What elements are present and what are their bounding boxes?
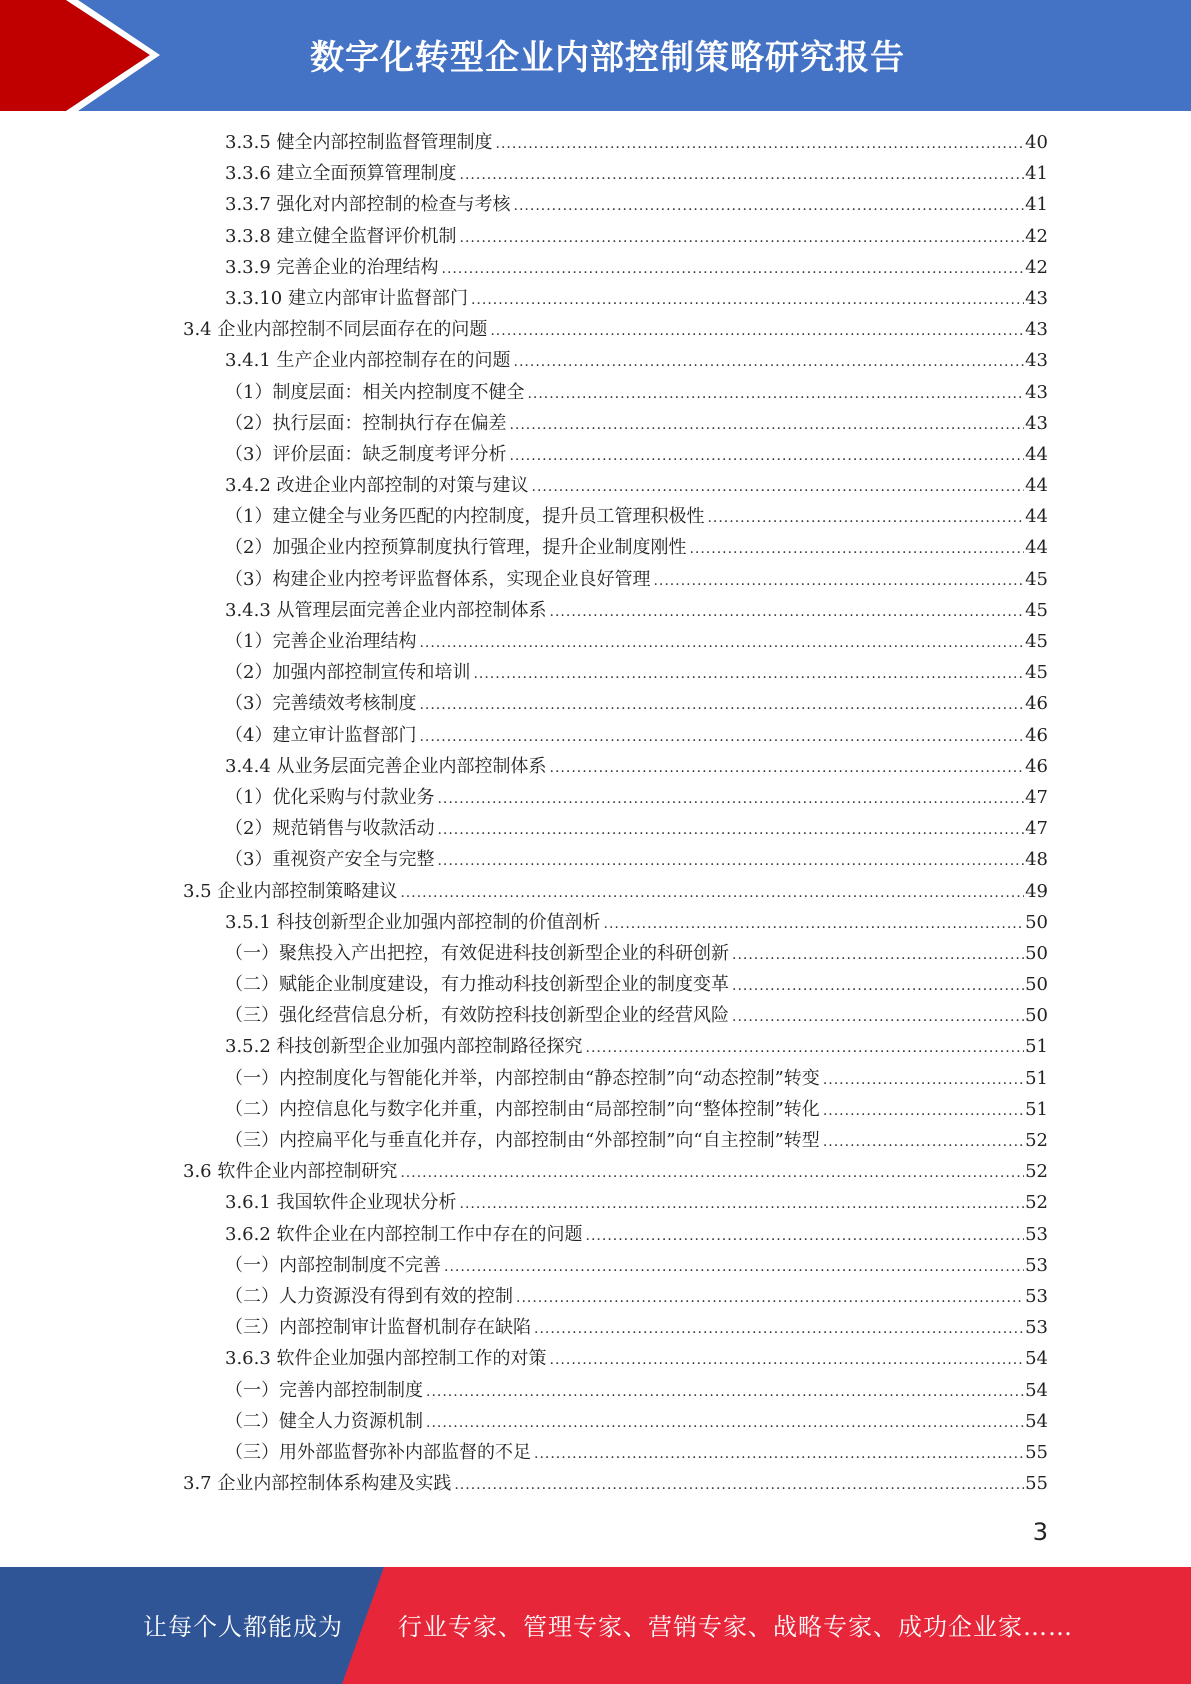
toc-dot-leader: [437, 846, 1024, 877]
toc-entry-page: 44: [1025, 537, 1048, 559]
toc-entry-title: （三）用外部监督弥补内部监督的不足: [225, 1441, 531, 1463]
toc-entry[interactable]: [0, 532, 1191, 563]
toc-entry[interactable]: [0, 1281, 1191, 1312]
toc-entry-title: 3.4.2 改进企业内部控制的对策与建议: [225, 475, 529, 497]
toc-entry-page: 48: [1025, 849, 1048, 871]
toc-entry[interactable]: [0, 969, 1191, 1000]
toc-entry-page: 53: [1025, 1317, 1048, 1339]
toc-entry[interactable]: [0, 688, 1191, 719]
toc-entry-title: （一）内部控制制度不完善: [225, 1254, 441, 1276]
toc-dot-leader: [437, 784, 1024, 815]
toc-dot-leader: [426, 1408, 1024, 1439]
toc-entry-title: （3）评价层面：缺乏制度考评分析: [225, 443, 507, 465]
toc-dot-leader: [516, 1283, 1024, 1314]
toc-entry-page: 53: [1025, 1223, 1048, 1245]
toc-entry[interactable]: [0, 501, 1191, 532]
toc-entry-title: （三）强化经营信息分析，有效防控科技创新型企业的经营风险: [225, 1005, 729, 1027]
toc-entry[interactable]: [0, 377, 1191, 408]
toc-entry-page: 50: [1025, 911, 1048, 933]
toc-entry-page: 46: [1025, 755, 1048, 777]
toc-entry[interactable]: [0, 158, 1191, 189]
toc-entry-title: 3.6.1 我国软件企业现状分析: [225, 1192, 457, 1214]
toc-entry[interactable]: [0, 1437, 1191, 1468]
toc-entry-title: 3.3.10 建立内部审计监督部门: [225, 287, 468, 309]
toc-entry-title: （一）内控制度化与智能化并举，内部控制由“静态控制”向“动态控制”转变: [225, 1067, 820, 1089]
page-number: 3: [1032, 1518, 1048, 1546]
toc-dot-leader: [419, 628, 1024, 659]
toc-entry[interactable]: [0, 1312, 1191, 1343]
toc-entry-title: 3.7 企业内部控制体系构建及实践: [183, 1473, 452, 1495]
toc-dot-leader: [400, 1158, 1024, 1189]
toc-entry-title: 3.6 软件企业内部控制研究: [183, 1161, 398, 1183]
toc-dot-leader: [444, 1252, 1024, 1283]
toc-entry-page: 42: [1025, 225, 1048, 247]
toc-dot-leader: [732, 971, 1024, 1002]
toc-entry-page: 46: [1025, 693, 1048, 715]
footer-slogan-right: 行业专家、管理专家、营销专家、战略专家、成功企业家……: [398, 1613, 1073, 1641]
toc-entry[interactable]: [0, 345, 1191, 376]
toc-dot-leader: [509, 441, 1024, 472]
toc-entry[interactable]: [0, 626, 1191, 657]
toc-dot-leader: [732, 1002, 1024, 1033]
toc-entry[interactable]: [0, 1250, 1191, 1281]
toc-entry[interactable]: [0, 314, 1191, 345]
toc-entry-title: 3.3.7 强化对内部控制的检查与考核: [225, 194, 511, 216]
toc-entry[interactable]: [0, 1375, 1191, 1406]
toc-dot-leader: [732, 940, 1024, 971]
toc-dot-leader: [419, 722, 1024, 753]
toc-entry-page: 52: [1025, 1161, 1048, 1183]
footer-slogan-left: 让每个人都能成为: [143, 1613, 343, 1641]
toc-entry-page: 50: [1025, 942, 1048, 964]
toc-entry-title: 3.5.1 科技创新型企业加强内部控制的价值剖析: [225, 911, 601, 933]
toc-entry[interactable]: [0, 1406, 1191, 1437]
toc-entry-page: 51: [1025, 1067, 1048, 1089]
toc-dot-leader: [460, 160, 1025, 191]
toc-entry-page: 49: [1025, 880, 1048, 902]
toc-entry[interactable]: [0, 876, 1191, 907]
toc-entry-title: （一）聚焦投入产出把控，有效促进科技创新型企业的科研创新: [225, 942, 729, 964]
toc-dot-leader: [473, 659, 1024, 690]
toc-dot-leader: [653, 566, 1024, 597]
toc-entry[interactable]: [0, 564, 1191, 595]
toc-entry[interactable]: [0, 1000, 1191, 1031]
toc-entry[interactable]: [0, 657, 1191, 688]
toc-entry-page: 50: [1025, 1005, 1048, 1027]
toc-dot-leader: [426, 1377, 1024, 1408]
toc-dot-leader: [550, 753, 1025, 784]
toc-entry-page: 51: [1025, 1098, 1048, 1120]
toc-entry[interactable]: [0, 1468, 1191, 1499]
toc-entry-page: 55: [1025, 1473, 1048, 1495]
toc-entry-page: 41: [1025, 194, 1048, 216]
toc-dot-leader: [471, 285, 1024, 316]
toc-dot-leader: [550, 1345, 1025, 1376]
toc-entry[interactable]: [0, 938, 1191, 969]
toc-entry-title: （3）重视资产安全与完整: [225, 849, 435, 871]
toc-entry-page: 43: [1025, 287, 1048, 309]
toc-entry-page: 43: [1025, 350, 1048, 372]
toc-entry[interactable]: [0, 439, 1191, 470]
toc-entry-title: （2）加强内部控制宣传和培训: [225, 662, 471, 684]
toc-entry-page: 46: [1025, 724, 1048, 746]
table-of-contents: [0, 127, 1191, 1499]
toc-entry-page: 47: [1025, 786, 1048, 808]
header-title: 数字化转型企业内部控制策略研究报告: [310, 38, 905, 78]
toc-entry-page: 44: [1025, 443, 1048, 465]
toc-dot-leader: [604, 909, 1025, 940]
toc-entry[interactable]: [0, 1094, 1191, 1125]
toc-dot-leader: [460, 1189, 1025, 1220]
toc-dot-leader: [460, 223, 1025, 254]
toc-entry-page: 43: [1025, 412, 1048, 434]
toc-entry-title: 3.4.3 从管理层面完善企业内部控制体系: [225, 599, 547, 621]
toc-entry-title: （2）规范销售与收款活动: [225, 818, 435, 840]
toc-dot-leader: [400, 878, 1024, 909]
toc-entry[interactable]: [0, 595, 1191, 626]
toc-entry[interactable]: [0, 189, 1191, 220]
toc-dot-leader: [509, 410, 1024, 441]
toc-entry[interactable]: [0, 470, 1191, 501]
toc-entry-page: 55: [1025, 1441, 1048, 1463]
toc-entry-page: 42: [1025, 256, 1048, 278]
toc-entry-title: 3.4.4 从业务层面完善企业内部控制体系: [225, 755, 547, 777]
toc-entry-page: 45: [1025, 599, 1048, 621]
toc-entry-page: 51: [1025, 1036, 1048, 1058]
toc-dot-leader: [586, 1033, 1025, 1064]
toc-dot-leader: [454, 1470, 1024, 1501]
toc-dot-leader: [496, 129, 1025, 160]
toc-dot-leader: [514, 347, 1025, 378]
toc-entry-title: 3.3.8 建立健全监督评价机制: [225, 225, 457, 247]
toc-entry-title: 3.6.2 软件企业在内部控制工作中存在的问题: [225, 1223, 583, 1245]
toc-entry-page: 44: [1025, 506, 1048, 528]
toc-entry-page: 47: [1025, 818, 1048, 840]
toc-entry[interactable]: [0, 813, 1191, 844]
toc-entry-page: 54: [1025, 1379, 1048, 1401]
toc-entry-title: （4）建立审计监督部门: [225, 724, 417, 746]
toc-entry-page: 52: [1025, 1192, 1048, 1214]
toc-entry-title: （2）加强企业内控预算制度执行管理，提升企业制度刚性: [225, 537, 687, 559]
toc-entry[interactable]: [0, 1063, 1191, 1094]
toc-entry-title: （1）建立健全与业务匹配的内控制度，提升员工管理积极性: [225, 506, 705, 528]
toc-dot-leader: [586, 1221, 1025, 1252]
page-header: [0, 0, 1191, 111]
toc-entry-page: 45: [1025, 662, 1048, 684]
toc-entry[interactable]: [0, 1156, 1191, 1187]
toc-entry[interactable]: [0, 252, 1191, 283]
toc-dot-leader: [534, 1439, 1024, 1470]
toc-entry-title: 3.5.2 科技创新型企业加强内部控制路径探究: [225, 1036, 583, 1058]
toc-entry-title: 3.4 企业内部控制不同层面存在的问题: [183, 319, 488, 341]
toc-dot-leader: [823, 1065, 1024, 1096]
toc-entry[interactable]: [0, 1219, 1191, 1250]
toc-entry-title: （二）人力资源没有得到有效的控制: [225, 1285, 513, 1307]
toc-entry-page: 52: [1025, 1130, 1048, 1151]
toc-entry-title: 3.6.3 软件企业加强内部控制工作的对策: [225, 1348, 547, 1370]
toc-entry-title: （三）内控扁平化与垂直化并存，内部控制由“外部控制”向“自主控制”转型: [225, 1130, 820, 1151]
toc-entry[interactable]: [0, 127, 1191, 158]
toc-entry-title: （1）优化采购与付款业务: [225, 786, 435, 808]
toc-entry-title: （一）完善内部控制制度: [225, 1379, 423, 1401]
toc-dot-leader: [527, 379, 1024, 410]
toc-dot-leader: [514, 191, 1025, 222]
toc-entry-title: 3.3.9 完善企业的治理结构: [225, 256, 439, 278]
toc-dot-leader: [532, 472, 1025, 503]
toc-dot-leader: [442, 254, 1025, 285]
toc-entry-page: 53: [1025, 1254, 1048, 1276]
toc-entry-title: （二）赋能企业制度建设，有力推动科技创新型企业的制度变革: [225, 974, 729, 996]
toc-entry-title: （1）完善企业治理结构: [225, 631, 417, 652]
toc-entry[interactable]: [0, 1031, 1191, 1062]
toc-entry[interactable]: [0, 1125, 1191, 1156]
toc-entry[interactable]: [0, 907, 1191, 938]
toc-entry[interactable]: [0, 1187, 1191, 1218]
toc-dot-leader: [689, 534, 1024, 565]
toc-dot-leader: [490, 316, 1024, 347]
toc-entry-page: 50: [1025, 974, 1048, 996]
toc-entry-page: 45: [1025, 631, 1048, 652]
toc-entry-title: （3）构建企业内控考评监督体系，实现企业良好管理: [225, 568, 651, 590]
toc-entry-title: 3.4.1 生产企业内部控制存在的问题: [225, 350, 511, 372]
toc-entry-title: 3.3.5 健全内部控制监督管理制度: [225, 132, 493, 153]
toc-dot-leader: [437, 815, 1024, 846]
toc-entry-page: 43: [1025, 381, 1048, 403]
toc-entry-page: 54: [1025, 1348, 1048, 1370]
toc-entry[interactable]: [0, 844, 1191, 875]
page-footer: [0, 1567, 1191, 1684]
toc-dot-leader: [534, 1314, 1024, 1345]
toc-dot-leader: [707, 503, 1024, 534]
toc-entry-title: （1）制度层面：相关内控制度不健全: [225, 381, 525, 403]
toc-entry-page: 40: [1025, 132, 1048, 153]
toc-dot-leader: [419, 690, 1024, 721]
toc-entry[interactable]: [0, 408, 1191, 439]
toc-entry[interactable]: [0, 283, 1191, 314]
toc-dot-leader: [823, 1096, 1024, 1127]
toc-entry-page: 43: [1025, 319, 1048, 341]
toc-entry-title: 3.3.6 建立全面预算管理制度: [225, 163, 457, 185]
toc-entry-title: （二）健全人力资源机制: [225, 1410, 423, 1432]
toc-dot-leader: [550, 597, 1025, 628]
toc-entry-page: 54: [1025, 1410, 1048, 1432]
toc-entry-title: （二）内控信息化与数字化并重，内部控制由“局部控制”向“整体控制”转化: [225, 1098, 820, 1120]
toc-entry-page: 41: [1025, 163, 1048, 185]
toc-entry-title: 3.5 企业内部控制策略建议: [183, 880, 398, 902]
toc-entry[interactable]: [0, 782, 1191, 813]
toc-entry[interactable]: [0, 221, 1191, 252]
toc-entry-title: （三）内部控制审计监督机制存在缺陷: [225, 1317, 531, 1339]
toc-dot-leader: [823, 1127, 1024, 1158]
toc-entry-page: 45: [1025, 568, 1048, 590]
toc-entry[interactable]: [0, 720, 1191, 751]
toc-entry[interactable]: [0, 751, 1191, 782]
toc-entry-title: （3）完善绩效考核制度: [225, 693, 417, 715]
toc-entry-page: 44: [1025, 475, 1048, 497]
toc-entry-page: 53: [1025, 1285, 1048, 1307]
toc-entry-title: （2）执行层面：控制执行存在偏差: [225, 412, 507, 434]
toc-entry[interactable]: [0, 1343, 1191, 1374]
